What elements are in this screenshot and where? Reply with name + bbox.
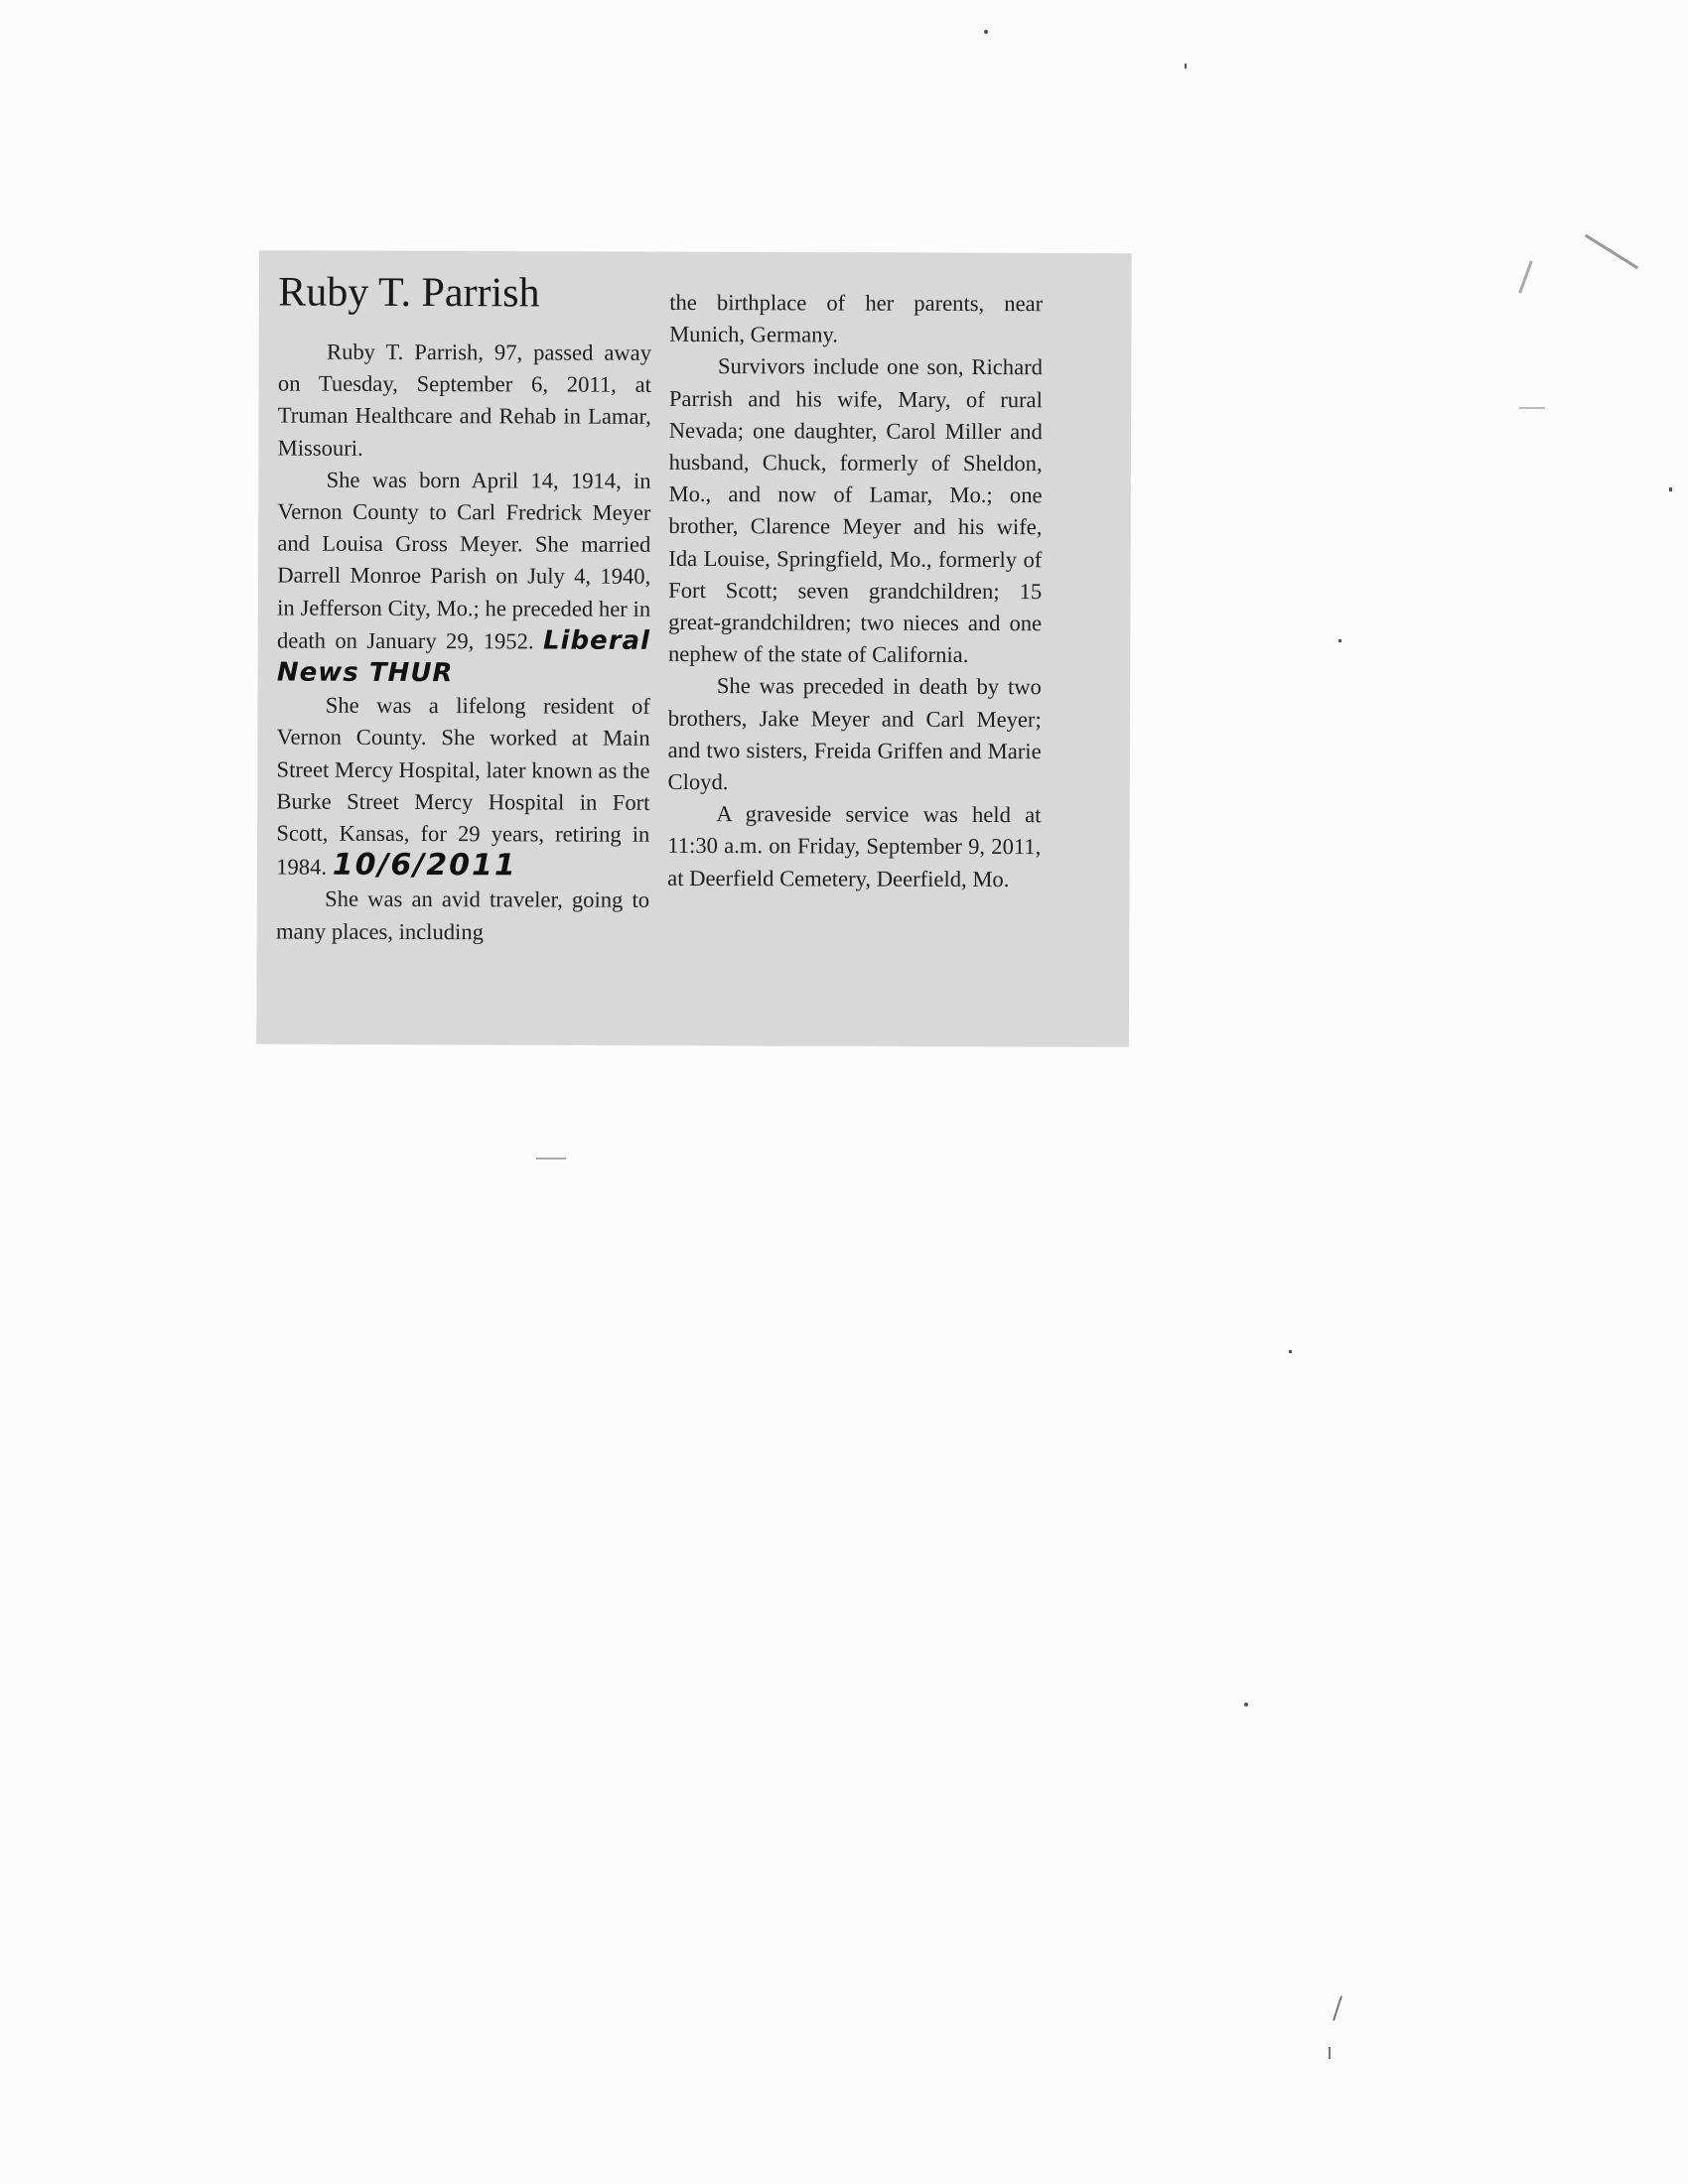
scan-speck [1289,1350,1292,1353]
obituary-paragraph: Ruby T. Parrish, 97, passed away on Tuesday, September 6, 2011, at Truman Healthcare and Rehab in Lamar, Missouri. [277,339,652,461]
obituary-paragraph: A graveside service was held at 11:30 a.m. on Friday, September 9, 2011, at Deerfield Cemetery, Deerfield, Mo. [667,801,1042,891]
left-column [276,269,651,949]
scan-mark [1333,1995,1342,2020]
scan-mark [1518,261,1532,294]
obituary-title: Ruby T. Parrish [278,269,540,317]
obituary-paragraph: the birthplace of her parents, near Munich, Germany. [669,289,1044,347]
scan-speck [984,30,988,34]
scan-mark [536,1158,566,1160]
obituary-paragraph [277,464,651,691]
scan-speck [1185,64,1187,68]
obituary-paragraph-text: She was a lifelong resident of Vernon County. She worked at Main Street Mercy Hospital, later known as the Burke Street Mercy Hospital in Fort Scott, Kansas, for 29 years, retiring in 1984. [276,692,650,880]
handwritten-source-note: Liberal News THUR [276,625,651,689]
obituary-paragraph: She was preceded in death by two brothers, Jake Meyer and Carl Meyer; and two sisters, Freida Griffen and Marie Cloyd. [667,673,1042,795]
scan-speck [1338,639,1341,642]
right-column [667,287,1043,895]
obituary-paragraph [276,690,650,886]
obituary-paragraph: Survivors include one son, Richard Parrish and his wife, Mary, of rural Nevada; one daughter, Carol Miller and husband, Chuck, formerly of Sheldon, Mo., and now of Lamar, Mo.; one brother, Clarence Meyer and his wife, Ida Louise, Springfield, Mo., formerly of Fort Scott; seven grandchildren; 15 great-grandchildren; two nieces and one nephew of the state of California. [667,353,1044,668]
scan-mark [1519,407,1545,409]
handwritten-date-note: 10/6/2011 [332,847,517,884]
scan-mark [1329,2047,1331,2059]
scan-mark [1585,234,1638,269]
scan-speck [1669,487,1672,491]
scan-speck [1244,1703,1248,1706]
obituary-clipping [257,250,1132,1046]
obituary-paragraph-text: She was born April 14, 1914, in Vernon County to Carl Fredrick Meyer and Louisa Gross Meyer. She married Darrell Monroe Parish on July 4, 1940, in Jefferson City, Mo.; he preceded her in death on January 29, 1952. [276,467,651,654]
obituary-paragraph: She was an avid traveler, going to many places, including [275,887,650,944]
